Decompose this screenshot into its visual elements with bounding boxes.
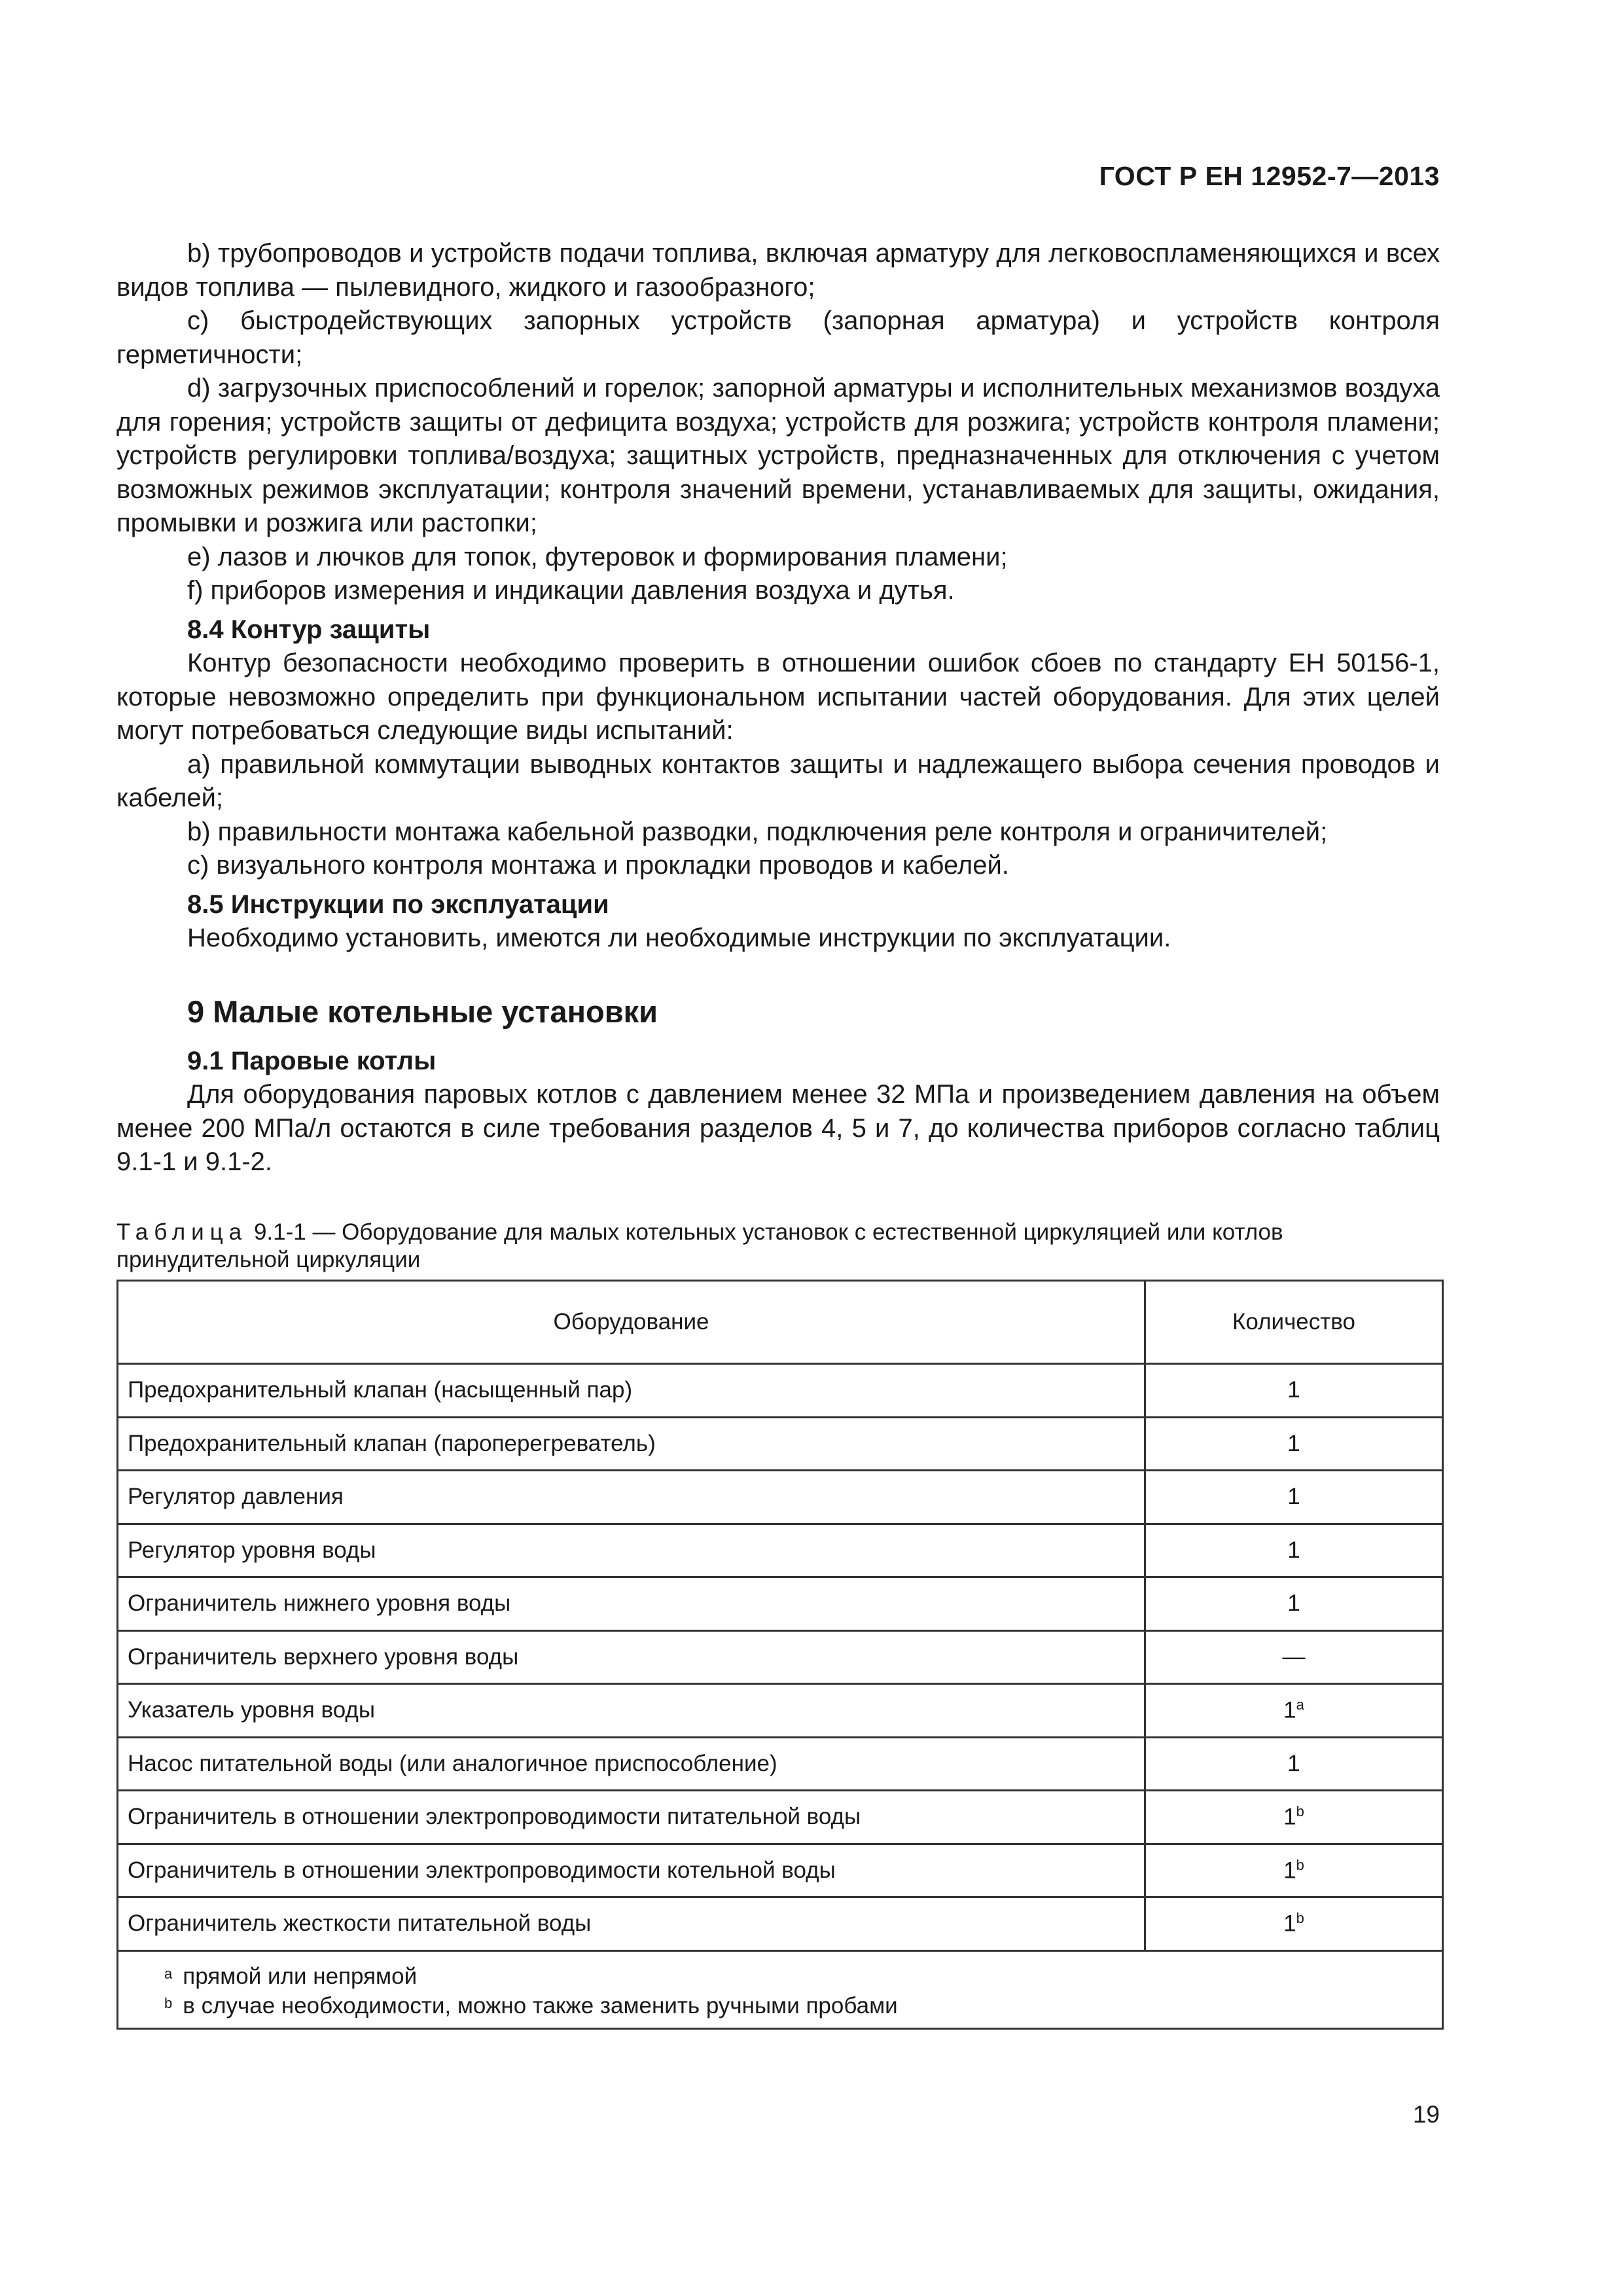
table-row: [118, 1897, 1443, 1951]
quantity-cell: [1145, 1737, 1443, 1791]
quantity-cell: [1145, 1791, 1443, 1844]
equipment-cell: Указатель уровня воды: [118, 1684, 1145, 1738]
table-row: [118, 1737, 1443, 1791]
table-row: [118, 1844, 1443, 1897]
quantity-value: 1: [1287, 1377, 1300, 1403]
footnote-marker: a: [1296, 1696, 1304, 1713]
page-number: 19: [1412, 2101, 1440, 2128]
footnote-marker: b: [1296, 1856, 1304, 1873]
quantity-value: 1: [1287, 1590, 1300, 1617]
document-number: ГОСТ Р ЕН 12952-7—2013: [1099, 161, 1440, 191]
quantity-value: —: [1282, 1643, 1306, 1670]
section-heading-9-1: 9.1 Паровые котлы: [187, 1046, 437, 1075]
table-notes-row: [118, 1950, 1443, 2028]
list-item: c) визуального контроля монтажа и прокладки проводов и кабелей.: [187, 851, 1009, 880]
table-row: [118, 1791, 1443, 1844]
quantity-value: 1: [1287, 1537, 1300, 1563]
column-header-quantity: Количество: [1145, 1281, 1443, 1364]
quantity-cell: [1145, 1524, 1443, 1577]
quantity-value: 1: [1287, 1484, 1300, 1510]
equipment-cell: Регулятор уровня воды: [118, 1524, 1145, 1577]
list-item: d) загрузочных приспособлений и горелок; запорной арматуры и исполнительных механизмов воздуха для горения; устройств защиты от дефицита воздуха; устройств для розжига; устройств контроля пламени; устройств регулировки топлива/воздуха; защитных устройств, предназначенных для отключения с учетом возможных режимов эксплуатации; контроля значений времени, устанавливаемых для защиты, ожидания, промывки и розжига или растопки;: [116, 374, 1440, 537]
equipment-cell: Ограничитель в отношении электропроводимости котельной воды: [118, 1844, 1145, 1897]
paragraph: Для оборудования паровых котлов с давлением менее 32 МПа и произведением давления на объем менее 200 МПа/л остаются в силе требования разделов 4, 5 и 7, до количества приборов согласно таблиц 9.1-1 и 9.1-2.: [116, 1080, 1440, 1176]
table-row: [118, 1524, 1443, 1577]
table-caption-lead: Таблица: [116, 1219, 248, 1245]
paragraph: Необходимо установить, имеются ли необходимые инструкции по эксплуатации.: [187, 924, 1171, 952]
list-item: b) правильности монтажа кабельной разводки, подключения реле контроля и ограничителей;: [187, 817, 1328, 846]
quantity-value: 1: [1283, 1804, 1296, 1831]
table-row: [118, 1417, 1443, 1471]
equipment-cell: Ограничитель нижнего уровня воды: [118, 1577, 1145, 1631]
section-heading-8-5: 8.5 Инструкции по эксплуатации: [187, 889, 609, 919]
quantity-cell: [1145, 1630, 1443, 1684]
quantity-cell: [1145, 1364, 1443, 1418]
column-header-equipment: Оборудование: [118, 1281, 1145, 1364]
quantity-value: 1: [1287, 1430, 1300, 1456]
footnote-mark: a: [164, 1965, 173, 1982]
section-heading-8-4: 8.4 Контур защиты: [187, 615, 431, 644]
equipment-cell: Ограничитель жесткости питательной воды: [118, 1897, 1145, 1951]
chapter-heading-9: 9 Малые котельные установки: [187, 994, 658, 1029]
paragraph: Контур безопасности необходимо проверить в отношении ошибок сбоев по стандарту ЕН 50156-1, которые невозможно определить при функциональном испытании частей оборудования. Для этих целей могут потребоваться следующие виды испытаний:: [116, 649, 1440, 745]
footnote: [164, 1990, 1433, 2019]
list-item: e) лазов и лючков для топок, футеровок и формирования пламени;: [187, 542, 1008, 571]
footnote-text: прямой или непрямой: [183, 1963, 418, 1989]
equipment-cell: Ограничитель в отношении электропроводимости питательной воды: [118, 1791, 1145, 1844]
table-header-row: [118, 1281, 1443, 1364]
footnote-marker: b: [1296, 1910, 1304, 1927]
quantity-cell: [1145, 1471, 1443, 1524]
table-row: [118, 1577, 1443, 1631]
quantity-cell: [1145, 1844, 1443, 1897]
table-caption: [116, 1219, 1440, 1274]
footnote: [164, 1960, 1433, 1990]
quantity-cell: [1145, 1417, 1443, 1471]
list-item: c) быстродействующих запорных устройств (запорная арматура) и устройств контроля герметичности;: [116, 306, 1440, 369]
equipment-cell: Насос питательной воды (или аналогичное приспособление): [118, 1737, 1145, 1791]
quantity-cell: [1145, 1897, 1443, 1951]
quantity-value: 1: [1283, 1911, 1296, 1937]
table-row: [118, 1471, 1443, 1524]
table-row: [118, 1630, 1443, 1684]
footnote-marker: b: [1296, 1803, 1304, 1820]
footnote-mark: b: [164, 1994, 173, 2011]
quantity-cell: [1145, 1684, 1443, 1738]
quantity-cell: [1145, 1577, 1443, 1631]
quantity-value: 1: [1283, 1857, 1296, 1884]
body-text: [116, 237, 1440, 1179]
list-item: b) трубопроводов и устройств подачи топлива, включая арматуру для легковоспламеняющихся и всех видов топлива — пылевидного, жидкого и газообразного;: [116, 239, 1440, 302]
footnote-text: в случае необходимости, можно также заменить ручными пробами: [183, 1992, 898, 2018]
equipment-cell: Регулятор давления: [118, 1471, 1145, 1524]
equipment-cell: Ограничитель верхнего уровня воды: [118, 1630, 1145, 1684]
equipment-table: [116, 1280, 1444, 2030]
equipment-cell: Предохранительный клапан (пароперегреватель): [118, 1417, 1145, 1471]
table-row: [118, 1364, 1443, 1418]
quantity-value: 1: [1287, 1750, 1300, 1776]
equipment-cell: Предохранительный клапан (насыщенный пар): [118, 1364, 1145, 1418]
list-item: f) приборов измерения и индикации давления воздуха и дутья.: [187, 576, 955, 605]
table-row: [118, 1684, 1443, 1738]
table-caption-text: 9.1-1 — Оборудование для малых котельных установок с естественной циркуляцией или котлов принудительной циркуляции: [116, 1219, 1283, 1272]
table-notes: [118, 1950, 1443, 2028]
quantity-value: 1: [1283, 1698, 1296, 1724]
list-item: a) правильной коммутации выводных контактов защиты и надлежащего выбора сечения проводов и кабелей;: [116, 749, 1440, 812]
